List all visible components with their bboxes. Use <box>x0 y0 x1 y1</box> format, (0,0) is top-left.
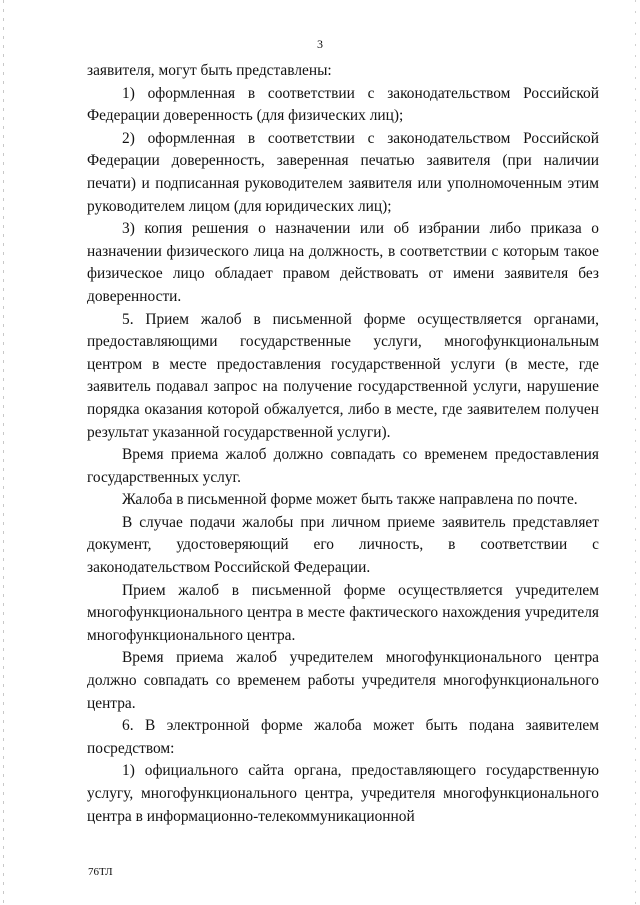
paragraph: Время приема жалоб должно совпадать со временем предоставления государственных услуг. <box>87 446 599 486</box>
scan-edge-left <box>3 0 4 905</box>
paragraph: 5. Прием жалоб в письменной форме осуществляется органами, предоставляющими государственные услуги, многофункциональным центром в месте предоставления государственной услуги (в месте, где заявитель подавал запрос на получение государственной услуги, нарушение порядка оказания которой обжалуется, либо в месте, где заявителем получен результат указанной государственной услуги). <box>87 310 599 441</box>
footer-code: 76ТЛ <box>88 866 113 878</box>
paragraph: 3) копия решения о назначении или об избрании либо приказа о назначении физического лица на должность, в соответствии с которым такое физическое лицо обладает правом действовать от имени заявителя без доверенности. <box>87 220 599 305</box>
document-body <box>87 60 599 828</box>
paragraph: заявителя, могут быть представлены: <box>87 62 332 79</box>
page-number: 3 <box>317 37 323 51</box>
paragraph: Жалоба в письменной форме может быть также направлена по почте. <box>122 491 578 509</box>
paragraph: 2) оформленная в соответствии с законодательством Российской Федерации доверенность, заверенная печатью заявителя (при наличии печати) и подписанная руководителем заявителя или уполномоченным этим руководителем лицом (для юридических лиц); <box>87 129 599 215</box>
scan-edge-right <box>635 0 636 905</box>
paragraph: Время приема жалоб учредителем многофункционального центра должно совпадать со временем работы учредителя многофункционального центра. <box>87 649 599 712</box>
paragraph: 1) оформленная в соответствии с законодательством Российской Федерации доверенность (для физических лиц); <box>87 84 599 125</box>
paragraph: 6. В электронной форме жалоба может быть подана заявителем посредством: <box>87 717 599 757</box>
paragraph: 1) официального сайта органа, предоставляющего государственную услугу, многофункционального центра, учредителя многофункционального центра в информационно-телекоммуникационной <box>87 762 599 825</box>
paragraph: Прием жалоб в письменной форме осуществляется учредителем многофункционального центра в месте фактического нахождения учредителя многофункционального центра. <box>87 581 599 644</box>
paragraph: В случае подачи жалобы при личном приеме заявитель представляет документ, удостоверяющий его личность, в соответствии с законодательством Российской Федерации. <box>87 513 599 577</box>
